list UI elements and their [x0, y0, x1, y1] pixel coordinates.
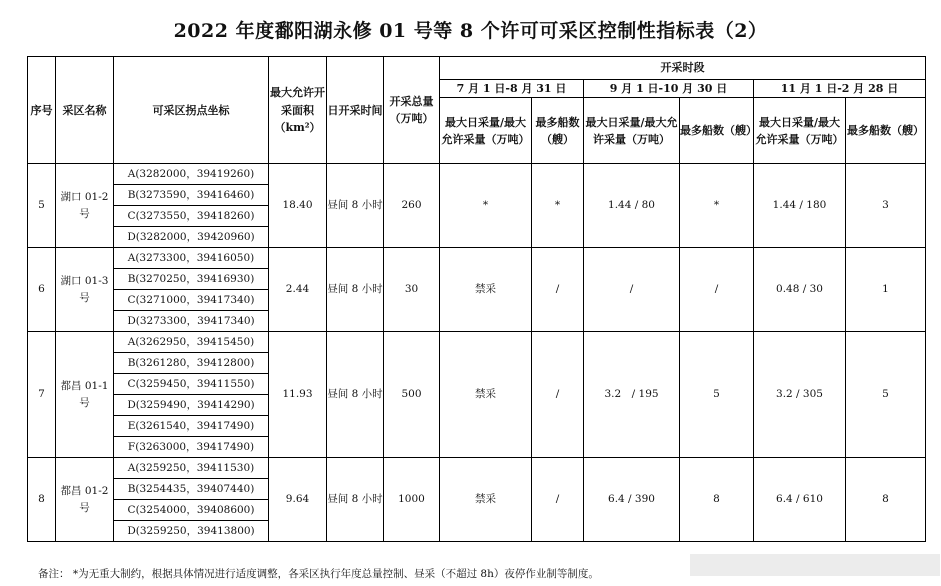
- header-max-3: 最大日采量/最大允许采量（万吨）: [754, 98, 846, 164]
- daily-time-cell: 昼间 8 小时: [327, 458, 384, 542]
- coord-cell: B(3270250，39416930): [114, 269, 269, 290]
- header-seq: 序号: [28, 57, 56, 164]
- period2-boats-cell: /: [680, 248, 754, 332]
- period3-boats-cell: 5: [846, 332, 926, 458]
- daily-time-cell: 昼间 8 小时: [327, 332, 384, 458]
- coord-cell: C(3259450，39411550): [114, 374, 269, 395]
- coord-cell: D(3282000，39420960): [114, 227, 269, 248]
- period3-boats-cell: 8: [846, 458, 926, 542]
- page-title: 2022 年度鄱阳湖永修 01 号等 8 个许可可采区控制性指标表（2）: [173, 20, 768, 42]
- seq-cell: 5: [28, 164, 56, 248]
- area-name-cell: 湖口 01-3 号: [56, 248, 114, 332]
- seq-cell: 6: [28, 248, 56, 332]
- max-area-cell: 18.40: [269, 164, 327, 248]
- header-period-group: 开采时段: [440, 57, 926, 80]
- period1-boats-cell: *: [532, 164, 584, 248]
- header-max-area: 最大允许开采面积（km²）: [269, 57, 327, 164]
- header-boats-2: 最多船数（艘）: [680, 98, 754, 164]
- header-area-name: 采区名称: [56, 57, 114, 164]
- header-boats-1: 最多船数（艘）: [532, 98, 584, 164]
- period2-boats-cell: 5: [680, 332, 754, 458]
- coord-cell: B(3273590，39416460): [114, 185, 269, 206]
- period3-boats-cell: 1: [846, 248, 926, 332]
- header-period-1: 7 月 1 日-8 月 31 日: [440, 80, 584, 98]
- coord-cell: B(3261280，39412800): [114, 353, 269, 374]
- total-cell: 1000: [384, 458, 440, 542]
- header-boats-3: 最多船数（艘）: [846, 98, 926, 164]
- period2-max-cell: 6.4 / 390: [584, 458, 680, 542]
- header-period-3: 11 月 1 日-2 月 28 日: [754, 80, 926, 98]
- coord-cell: F(3263000，39417490): [114, 437, 269, 458]
- period3-max-cell: 3.2 / 305: [754, 332, 846, 458]
- period3-max-cell: 0.48 / 30: [754, 248, 846, 332]
- period1-max-cell: *: [440, 164, 532, 248]
- period1-max-cell: 禁采: [440, 332, 532, 458]
- area-name-cell: 都昌 01-1 号: [56, 332, 114, 458]
- area-name-cell: 都昌 01-2 号: [56, 458, 114, 542]
- watermark-overlay: [690, 554, 940, 576]
- daily-time-cell: 昼间 8 小时: [327, 248, 384, 332]
- coord-cell: D(3259490，39414290): [114, 395, 269, 416]
- period2-boats-cell: *: [680, 164, 754, 248]
- max-area-cell: 2.44: [269, 248, 327, 332]
- period2-max-cell: 3.2 / 195: [584, 332, 680, 458]
- period1-max-cell: 禁采: [440, 458, 532, 542]
- footnote: 备注： *为无重大制约，根据具体情况进行适度调整，各采区执行年度总量控制、昼采（不超过 8h）夜停作业制等制度。: [38, 568, 599, 580]
- header-period-2: 9 月 1 日-10 月 30 日: [584, 80, 754, 98]
- coord-cell: C(3271000，39417340): [114, 290, 269, 311]
- coord-cell: C(3273550，39418260): [114, 206, 269, 227]
- coord-cell: A(3282000，39419260): [114, 164, 269, 185]
- table-row: [28, 332, 926, 353]
- coord-cell: A(3262950，39415450): [114, 332, 269, 353]
- coord-cell: C(3254000，39408600): [114, 500, 269, 521]
- period3-boats-cell: 3: [846, 164, 926, 248]
- seq-cell: 8: [28, 458, 56, 542]
- period1-max-cell: 禁采: [440, 248, 532, 332]
- coord-cell: D(3273300，39417340): [114, 311, 269, 332]
- table-row: [28, 164, 926, 185]
- max-area-cell: 11.93: [269, 332, 327, 458]
- period1-boats-cell: /: [532, 458, 584, 542]
- table-row: [28, 458, 926, 479]
- header-daily-time: 日开采时间: [327, 57, 384, 164]
- header-max-1: 最大日采量/最大允许采量（万吨）: [440, 98, 532, 164]
- coord-cell: B(3254435，39407440): [114, 479, 269, 500]
- header-total: 开采总量（万吨）: [384, 57, 440, 164]
- coord-cell: D(3259250，39413800): [114, 521, 269, 542]
- period2-max-cell: /: [584, 248, 680, 332]
- area-name-cell: 湖口 01-2 号: [56, 164, 114, 248]
- header-max-2: 最大日采量/最大允许采量（万吨）: [584, 98, 680, 164]
- header-coords: 可采区拐点坐标: [114, 57, 269, 164]
- period1-boats-cell: /: [532, 248, 584, 332]
- coord-cell: A(3259250，39411530): [114, 458, 269, 479]
- total-cell: 500: [384, 332, 440, 458]
- max-area-cell: 9.64: [269, 458, 327, 542]
- period3-max-cell: 1.44 / 180: [754, 164, 846, 248]
- table-row: [28, 248, 926, 269]
- total-cell: 260: [384, 164, 440, 248]
- period3-max-cell: 6.4 / 610: [754, 458, 846, 542]
- period2-max-cell: 1.44 / 80: [584, 164, 680, 248]
- period2-boats-cell: 8: [680, 458, 754, 542]
- period1-boats-cell: /: [532, 332, 584, 458]
- control-index-table: [27, 56, 926, 542]
- daily-time-cell: 昼间 8 小时: [327, 164, 384, 248]
- coord-cell: E(3261540，39417490): [114, 416, 269, 437]
- seq-cell: 7: [28, 332, 56, 458]
- coord-cell: A(3273300，39416050): [114, 248, 269, 269]
- total-cell: 30: [384, 248, 440, 332]
